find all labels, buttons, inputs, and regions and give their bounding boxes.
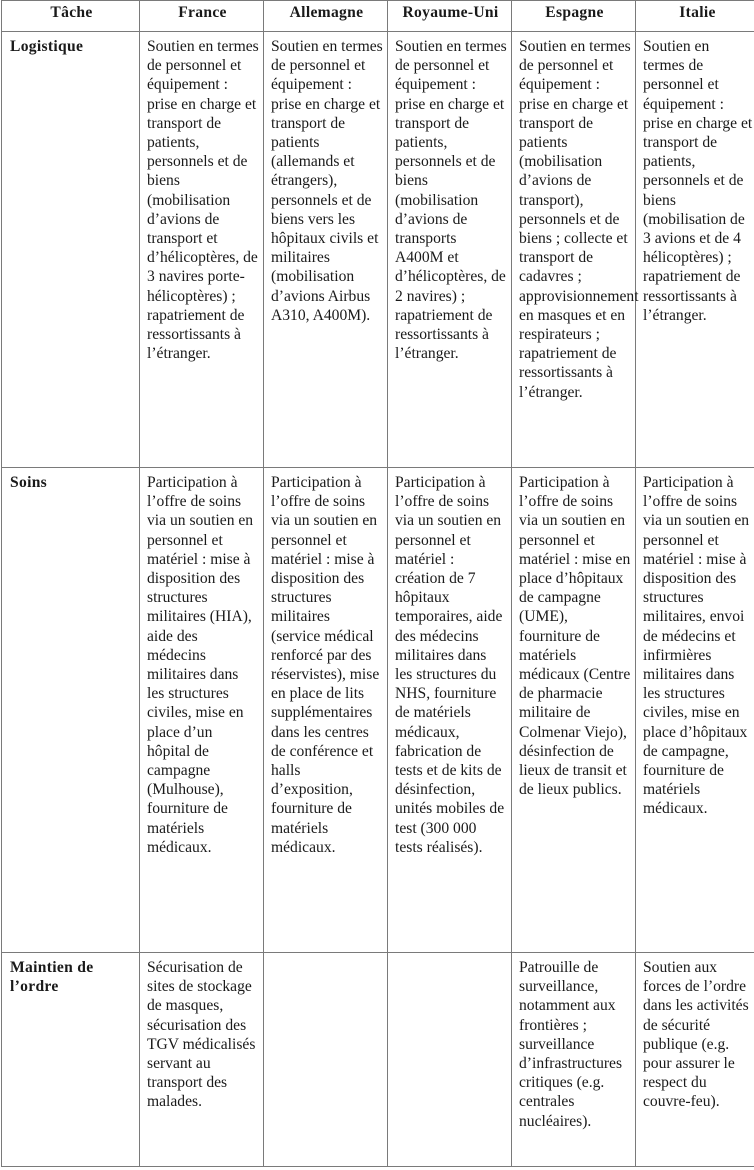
- cell-italie: Soutien aux forces de l’ordre dans les activités de sécurité publique (e.g. pour assurer le respect du couvre-feu).: [636, 953, 754, 1167]
- header-row: [2, 1, 754, 32]
- table-row-maintien-ordre: [2, 953, 754, 1167]
- cell-royaume-uni: Soutien en termes de personnel et équipement : prise en charge et transport de patients, personnels et de biens (mobilisation d’avions de transports A400M et d’hélicoptères, de 2 navires) ; rapatriement de ressortissants à l’étranger.: [388, 32, 512, 468]
- cell-allemagne: Participation à l’offre de soins via un soutien en personnel et matériel : mise à disposition des structures militaires (service médical renforcé par des réservistes), mise en place de lits supplémentaires dans les centres de conférence et halls d’exposition, fourniture de matériels médicaux.: [264, 468, 388, 953]
- cell-allemagne: Soutien en termes de personnel et équipement : prise en charge et transport de patients (allemands et étrangers), personnels et de biens vers les hôpitaux civils et militaires (mobilisation d’avions Airbus A310, A400M).: [264, 32, 388, 468]
- cell-espagne: Participation à l’offre de soins via un soutien en personnel et matériel : mise en place d’hôpitaux de campagne (UME), fourniture de matériels médicaux (Centre de pharmacie militaire de Colmenar Viejo), désinfection de lieux de transit et de lieux publics.: [512, 468, 636, 953]
- cell-france: Soutien en termes de personnel et équipement : prise en charge et transport de patients, personnels et de biens (mobilisation d’avions de transport et d’hélicoptères, de 3 navires porte-hélicoptères) ; rapatriement de ressortissants à l’étranger.: [140, 32, 264, 468]
- header-espagne: Espagne: [512, 1, 636, 32]
- header-italie: Italie: [636, 1, 754, 32]
- cell-royaume-uni: [388, 953, 512, 1167]
- cell-royaume-uni: Participation à l’offre de soins via un soutien en personnel et matériel : création de 7 hôpitaux temporaires, aide des médecins militaires dans les structures du NHS, fourniture de matériels médicaux, fabrication de tests et de kits de désinfection, unités mobiles de test (300 000 tests réalisés).: [388, 468, 512, 953]
- cell-espagne: Soutien en termes de personnel et équipement : prise en charge et transport de patients (mobilisation d’avions de transport), personnels et de biens ; collecte et transport de cadavres ; approvisionnement en masques et en respirateurs ; rapatriement de ressortissants à l’étranger.: [512, 32, 636, 468]
- cell-allemagne: [264, 953, 388, 1167]
- cell-espagne: Patrouille de surveillance, notamment aux frontières ; surveillance d’infrastructures critiques (e.g. centrales nucléaires).: [512, 953, 636, 1167]
- header-royaume-uni: Royaume-Uni: [388, 1, 512, 32]
- task-label: Logistique: [2, 32, 140, 468]
- header-allemagne: Allemagne: [264, 1, 388, 32]
- task-label: Maintien de l’ordre: [2, 953, 140, 1167]
- cell-italie: Soutien en termes de personnel et équipement : prise en charge et transport de patients, personnels et de biens (mobilisation de 3 avions et de 4 hélicoptères) ; rapatriement de ressortissants à l’étranger.: [636, 32, 754, 468]
- task-label: Soins: [2, 468, 140, 953]
- table-row-logistique: [2, 32, 754, 468]
- header-france: France: [140, 1, 264, 32]
- military-support-table: [1, 0, 754, 1167]
- cell-france: Participation à l’offre de soins via un soutien en personnel et matériel : mise à disposition des structures militaires (HIA), aide des médecins militaires dans les structures civiles, mise en place d’un hôpital de campagne (Mulhouse), fourniture de matériels médicaux.: [140, 468, 264, 953]
- cell-france: Sécurisation de sites de stockage de masques, sécurisation des TGV médicalisés servant au transport des malades.: [140, 953, 264, 1167]
- cell-italie: Participation à l’offre de soins via un soutien en personnel et matériel : mise à disposition des structures militaires, envoi de médecins et infirmières militaires dans les structures civiles, mise en place d’hôpitaux de campagne, fourniture de matériels médicaux.: [636, 468, 754, 953]
- table-row-soins: [2, 468, 754, 953]
- header-task: Tâche: [2, 1, 140, 32]
